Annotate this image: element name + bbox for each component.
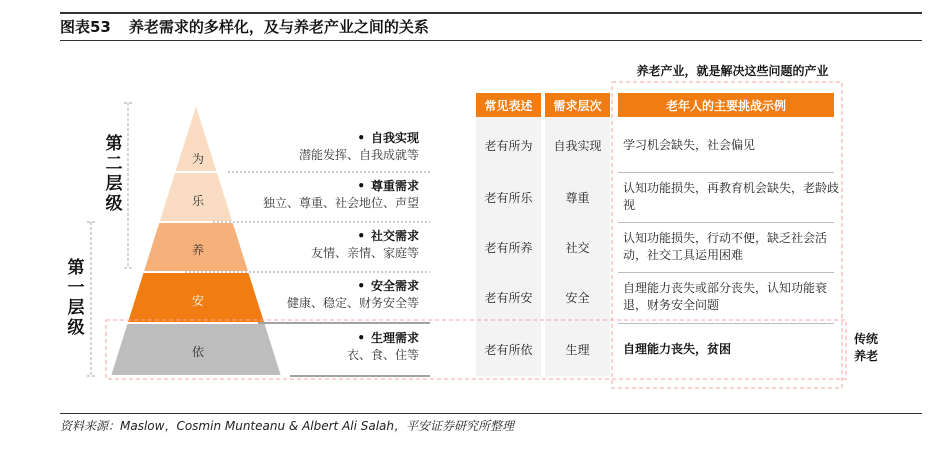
header-expression: 常见表述 [476, 93, 541, 117]
need-title: • 尊重需求 [263, 178, 419, 195]
level-cell: 自我实现 [553, 138, 602, 153]
traditional-box [106, 320, 846, 379]
industry-caption: 养老产业，就是解决这些问题的产业 [636, 64, 829, 78]
pyramid-tier-an: 安 [191, 294, 204, 308]
figure-number: 图表53 [60, 18, 111, 36]
need-desc: 衣、食、住等 [346, 348, 419, 362]
expr-cell: 老有所依 [484, 342, 533, 357]
expr-cell: 老有所安 [484, 290, 533, 305]
need-desc: 潜能发挥、自我成就等 [298, 148, 419, 162]
need-title: • 生理需求 [347, 330, 419, 347]
source-rule [60, 413, 922, 414]
expr-cell: 老有所为 [484, 138, 533, 153]
challenge-cell: 认知功能损失，再教育机会缺失，老龄歧视 [623, 181, 840, 212]
need-desc: 友情、亲情、家庭等 [310, 246, 419, 260]
expr-cell: 老有所养 [484, 240, 533, 255]
challenge-cell: 自理能力丧失，贫困 [623, 341, 732, 356]
industry-box [612, 82, 842, 388]
expr-cell: 老有所乐 [484, 190, 533, 205]
need-title: • 安全需求 [287, 278, 419, 295]
traditional-label: 传统养老 [854, 332, 879, 363]
header-challenges: 老年人的主要挑战示例 [618, 93, 834, 117]
challenge-cell: 认知功能损失，行动不便，缺乏社会活动，社交工具运用困难 [623, 231, 828, 262]
first-level-label: 第一层级 [67, 258, 85, 338]
level-cell: 社交 [565, 240, 590, 255]
challenge-cell: 自理能力丧失或部分丧失，认知功能衰退，财务安全问题 [623, 281, 828, 312]
challenge-cell: 学习机会缺失，社会偏见 [623, 137, 756, 152]
level-cell: 安全 [565, 290, 590, 305]
need-desc: 独立、尊重、社会地位、声望 [262, 196, 419, 210]
header-need-level: 需求层次 [545, 93, 610, 117]
need-desc: 健康、稳定、财务安全等 [286, 296, 419, 310]
pyramid-tier-yang: 养 [191, 243, 204, 257]
pyramid-tier-le: 乐 [191, 194, 204, 208]
pyramid-tier-yi: 依 [191, 345, 204, 359]
need-title: • 社交需求 [311, 228, 419, 245]
level-cell: 尊重 [565, 190, 590, 205]
figure-title-text: 养老需求的多样化，及与养老产业之间的关系 [128, 18, 429, 36]
source-note: 资料来源：Maslow，Cosmin Munteanu & Albert Ali Salah，平安证券研究所整理 [60, 419, 515, 433]
need-title: • 自我实现 [299, 130, 419, 147]
second-level-label: 第二层级 [105, 134, 123, 214]
level-cell: 生理 [565, 342, 590, 357]
pyramid-tier-wei: 为 [191, 152, 204, 166]
